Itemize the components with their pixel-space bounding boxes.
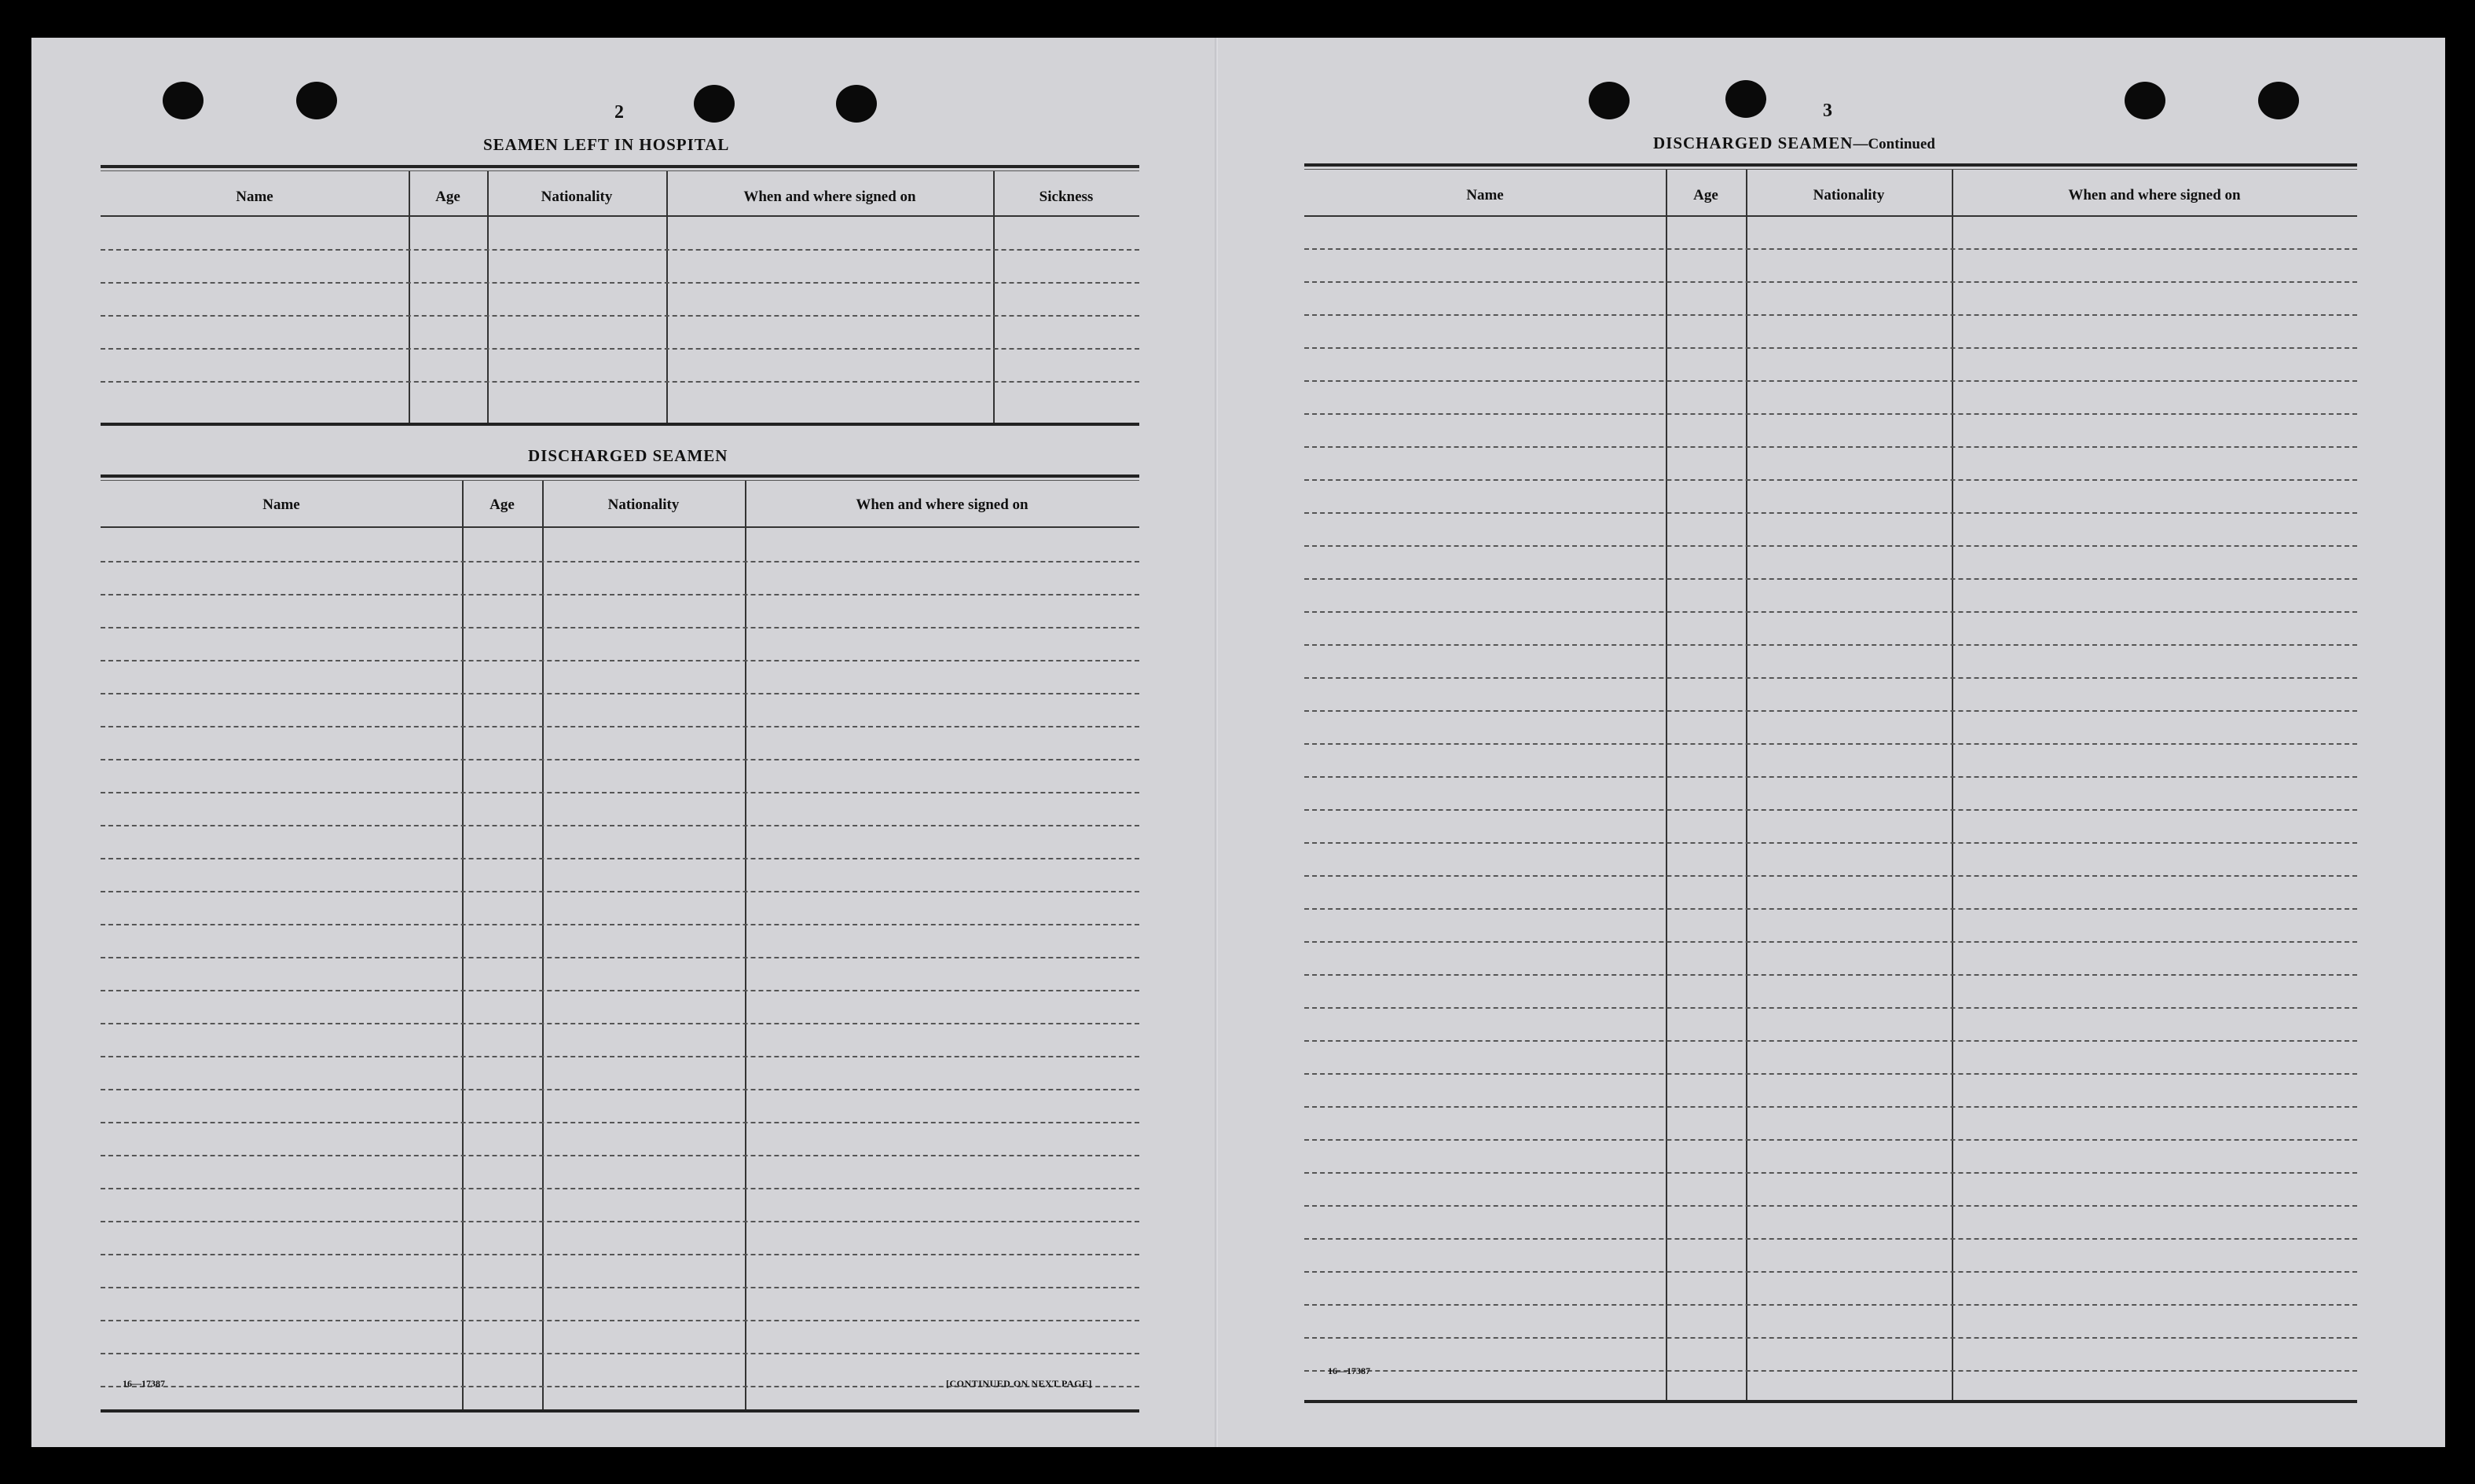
discharged-continued-title: [1653, 134, 1935, 153]
continued-suffix: —Continued: [1853, 136, 1935, 152]
column-divider: [462, 481, 464, 1413]
entry-line: [1304, 248, 2357, 250]
table-top-rule: [101, 480, 1139, 481]
entry-line: [1304, 578, 2357, 580]
page-number: 2: [614, 102, 624, 123]
entry-line: [101, 858, 1139, 859]
header-separator: [101, 215, 1139, 217]
entry-line: [1304, 611, 2357, 613]
column-divider: [1746, 170, 1747, 1403]
punch-hole: [2258, 82, 2299, 119]
table-top-rule: [1304, 169, 2357, 170]
punch-hole: [1589, 82, 1630, 119]
column-header-nationality: Nationality: [1813, 187, 1885, 203]
entry-line: [101, 891, 1139, 892]
entry-line: [1304, 545, 2357, 547]
punch-hole: [163, 82, 204, 119]
entry-line: [101, 726, 1139, 727]
entry-line: [1304, 776, 2357, 778]
column-header-age: Age: [435, 189, 460, 205]
entry-line: [101, 1023, 1139, 1024]
entry-line: [101, 693, 1139, 694]
header-separator: [101, 526, 1139, 528]
entry-line: [1304, 677, 2357, 679]
entry-line: [101, 792, 1139, 793]
column-divider: [409, 171, 410, 426]
entry-line: [101, 1221, 1139, 1222]
hospital-table: [101, 165, 1139, 426]
column-header-name: Name: [262, 496, 300, 513]
column-divider: [542, 481, 544, 1413]
form-number: 16—17387: [1328, 1365, 1370, 1376]
entry-line: [1304, 1271, 2357, 1273]
entry-line: [1304, 479, 2357, 481]
entry-line: [101, 282, 1139, 284]
entry-line: [1304, 1172, 2357, 1174]
page-number: 3: [1823, 101, 1832, 121]
document-sheet: [31, 38, 2445, 1447]
table-top-rule: [101, 165, 1139, 168]
entry-line: [101, 348, 1139, 350]
column-header-nationality: Nationality: [541, 189, 613, 205]
entry-line: [101, 1254, 1139, 1255]
entry-line: [101, 1320, 1139, 1321]
entry-line: [1304, 281, 2357, 283]
entry-line: [1304, 809, 2357, 811]
table-bottom-rule: [101, 1409, 1139, 1413]
header-separator: [1304, 215, 2357, 217]
table-bottom-rule: [1304, 1400, 2357, 1403]
entry-line: [1304, 1304, 2357, 1306]
entry-line: [101, 249, 1139, 251]
table-top-rule: [101, 170, 1139, 171]
column-header-name: Name: [236, 189, 273, 205]
punch-hole: [836, 85, 877, 123]
column-header-sickness: Sickness: [1039, 189, 1094, 205]
entry-line: [1304, 446, 2357, 448]
entry-line: [1304, 1337, 2357, 1339]
entry-line: [1304, 413, 2357, 415]
column-header-signed-on: When and where signed on: [856, 496, 1028, 513]
entry-line: [101, 1089, 1139, 1090]
column-divider: [1952, 170, 1953, 1403]
entry-line: [101, 1122, 1139, 1123]
entry-line: [101, 594, 1139, 595]
entry-line: [1304, 1007, 2357, 1009]
entry-line: [1304, 710, 2357, 712]
column-header-age: Age: [1693, 187, 1718, 203]
entry-line: [101, 1353, 1139, 1354]
entry-line: [1304, 347, 2357, 349]
entry-line: [1304, 1205, 2357, 1207]
table-top-rule: [101, 475, 1139, 478]
form-number: 16—17387: [123, 1378, 165, 1389]
column-divider: [993, 171, 995, 426]
entry-line: [101, 627, 1139, 628]
left-page: [31, 38, 1215, 1447]
entry-line: [101, 381, 1139, 383]
entry-line: [1304, 1073, 2357, 1075]
entry-line: [1304, 941, 2357, 943]
column-header-nationality: Nationality: [607, 496, 680, 513]
entry-line: [1304, 974, 2357, 976]
entry-line: [1304, 743, 2357, 745]
entry-line: [101, 990, 1139, 991]
discharged-table: [101, 475, 1139, 1413]
entry-line: [101, 561, 1139, 562]
column-divider: [666, 171, 668, 426]
table-bottom-rule: [101, 423, 1139, 426]
punch-hole: [1725, 80, 1766, 118]
entry-line: [101, 825, 1139, 826]
entry-line: [101, 1287, 1139, 1288]
column-divider: [487, 171, 489, 426]
entry-line: [1304, 1139, 2357, 1141]
entry-line: [101, 1188, 1139, 1189]
entry-line: [1304, 842, 2357, 844]
entry-line: [101, 957, 1139, 958]
entry-line: [1304, 875, 2357, 877]
punch-hole: [2125, 82, 2165, 119]
discharged-section-title: DISCHARGED SEAMEN: [528, 446, 728, 465]
column-header-signed-on: When and where signed on: [2068, 187, 2241, 203]
discharged-title-text: DISCHARGED SEAMEN: [1653, 134, 1854, 152]
entry-line: [1304, 512, 2357, 514]
column-divider: [745, 481, 746, 1413]
entry-line: [1304, 314, 2357, 316]
column-header-signed-on: When and where signed on: [743, 189, 916, 205]
column-divider: [1666, 170, 1667, 1403]
entry-line: [101, 759, 1139, 760]
right-page: [1218, 38, 2445, 1447]
entry-line: [1304, 908, 2357, 910]
entry-line: [101, 924, 1139, 925]
entry-line: [1304, 380, 2357, 382]
entry-line: [101, 315, 1139, 317]
hospital-section-title: SEAMEN LEFT IN HOSPITAL: [483, 135, 730, 154]
column-header-name: Name: [1466, 187, 1504, 203]
entry-line: [1304, 1106, 2357, 1108]
entry-line: [101, 1155, 1139, 1156]
entry-line: [101, 1056, 1139, 1057]
discharged-continued-table: [1304, 163, 2357, 1403]
entry-line: [1304, 1238, 2357, 1240]
punch-hole: [694, 85, 735, 123]
entry-line: [101, 660, 1139, 661]
entry-line: [1304, 1370, 2357, 1372]
punch-hole: [296, 82, 337, 119]
column-header-age: Age: [490, 496, 515, 513]
continued-note: [CONTINUED ON NEXT PAGE]: [946, 1378, 1092, 1389]
entry-line: [1304, 1040, 2357, 1042]
entry-line: [1304, 644, 2357, 646]
table-top-rule: [1304, 163, 2357, 167]
